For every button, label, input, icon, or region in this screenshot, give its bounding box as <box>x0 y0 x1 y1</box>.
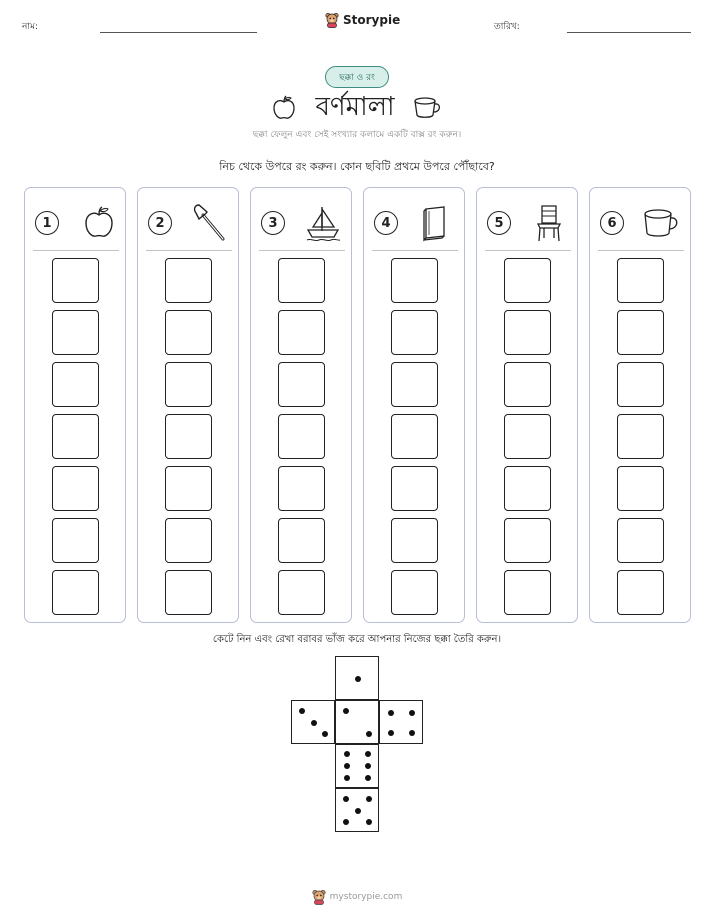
color-box-7[interactable] <box>617 570 664 615</box>
color-box-5[interactable] <box>504 466 551 511</box>
column-divider <box>146 250 232 251</box>
column-number: 5 <box>487 211 511 235</box>
color-box-4[interactable] <box>165 414 212 459</box>
pip <box>343 819 349 825</box>
column-header <box>148 202 230 244</box>
bear-logo-icon <box>312 889 326 905</box>
face-left <box>291 700 335 744</box>
column-6 <box>589 187 691 623</box>
date-label: তারিখ: <box>494 22 520 32</box>
pip <box>322 731 328 737</box>
instruction: নিচ থেকে উপরে রং করুন। কোন ছবিটি প্রথমে উপরে পৌঁছাবে? <box>219 160 495 173</box>
apple-icon <box>81 205 117 241</box>
column-number: 2 <box>148 211 172 235</box>
title-row <box>0 86 714 130</box>
pip <box>355 808 361 814</box>
bear-logo-icon <box>325 12 339 28</box>
pip <box>366 731 372 737</box>
apple-icon <box>271 95 297 121</box>
color-box-2[interactable] <box>504 310 551 355</box>
color-box-5[interactable] <box>52 466 99 511</box>
color-box-3[interactable] <box>165 362 212 407</box>
color-box-3[interactable] <box>52 362 99 407</box>
pip <box>388 730 394 736</box>
color-box-6[interactable] <box>165 518 212 563</box>
pip <box>366 819 372 825</box>
color-box-7[interactable] <box>391 570 438 615</box>
column-4 <box>363 187 465 623</box>
color-box-1[interactable] <box>165 258 212 303</box>
face-top <box>335 656 379 700</box>
face-bottom <box>335 788 379 832</box>
footer-site[interactable]: mystorypie.com <box>329 892 403 902</box>
color-box-3[interactable] <box>617 362 664 407</box>
color-box-3[interactable] <box>504 362 551 407</box>
color-box-1[interactable] <box>617 258 664 303</box>
color-box-3[interactable] <box>278 362 325 407</box>
column-3 <box>250 187 352 623</box>
color-box-6[interactable] <box>617 518 664 563</box>
column-header <box>487 202 569 244</box>
color-box-2[interactable] <box>52 310 99 355</box>
color-box-6[interactable] <box>52 518 99 563</box>
name-line <box>100 32 257 33</box>
color-box-4[interactable] <box>504 414 551 459</box>
column-divider <box>598 250 684 251</box>
column-header <box>35 202 117 244</box>
color-box-7[interactable] <box>52 570 99 615</box>
pip <box>344 763 350 769</box>
pip <box>343 796 349 802</box>
name-label: নাম: <box>22 22 39 32</box>
color-box-4[interactable] <box>391 414 438 459</box>
pip <box>365 751 371 757</box>
color-box-5[interactable] <box>278 466 325 511</box>
column-divider <box>33 250 119 251</box>
color-box-1[interactable] <box>391 258 438 303</box>
column-number: 3 <box>261 211 285 235</box>
color-box-5[interactable] <box>391 466 438 511</box>
column-2 <box>137 187 239 623</box>
pip <box>299 708 305 714</box>
column-divider <box>259 250 345 251</box>
column-1 <box>24 187 126 623</box>
page-title: বর্ণমালা <box>315 92 395 122</box>
pip <box>343 708 349 714</box>
pip <box>365 775 371 781</box>
race-columns <box>24 187 692 623</box>
face-center <box>335 700 379 744</box>
column-5 <box>476 187 578 623</box>
book-icon <box>416 203 456 243</box>
pip <box>311 720 317 726</box>
column-header <box>261 202 343 244</box>
chair-icon <box>529 203 569 243</box>
color-box-1[interactable] <box>52 258 99 303</box>
face-right <box>379 700 423 744</box>
pip <box>409 710 415 716</box>
footer <box>0 889 714 905</box>
color-box-1[interactable] <box>278 258 325 303</box>
column-divider <box>485 250 571 251</box>
color-box-2[interactable] <box>391 310 438 355</box>
date-line <box>567 32 691 33</box>
cup-icon <box>642 205 682 241</box>
color-box-4[interactable] <box>617 414 664 459</box>
color-box-4[interactable] <box>278 414 325 459</box>
boat-icon <box>303 203 343 243</box>
pip <box>355 676 361 682</box>
axe-icon <box>190 203 230 243</box>
brand-logo <box>325 12 400 28</box>
color-box-7[interactable] <box>165 570 212 615</box>
color-box-2[interactable] <box>165 310 212 355</box>
column-header <box>600 202 682 244</box>
pip <box>344 775 350 781</box>
color-box-5[interactable] <box>617 466 664 511</box>
cut-instruction: কেটে নিন এবং রেখা বরাবর ভাঁজ করে আপনার নিজের ছক্কা তৈরি করুন। <box>212 634 502 645</box>
color-box-7[interactable] <box>278 570 325 615</box>
column-number: 1 <box>35 211 59 235</box>
column-number: 4 <box>374 211 398 235</box>
color-box-4[interactable] <box>52 414 99 459</box>
brand-name: Storypie <box>343 13 401 27</box>
pip <box>366 796 372 802</box>
color-box-6[interactable] <box>504 518 551 563</box>
color-box-2[interactable] <box>278 310 325 355</box>
pip <box>365 763 371 769</box>
pip <box>388 710 394 716</box>
pip <box>344 751 350 757</box>
color-box-1[interactable] <box>504 258 551 303</box>
column-divider <box>372 250 458 251</box>
color-box-6[interactable] <box>278 518 325 563</box>
subtitle: ছক্কা ফেলুন এবং সেই সংখ্যার কলামে একটি বাক্স রং করুন। <box>252 130 462 140</box>
color-box-5[interactable] <box>165 466 212 511</box>
column-number: 6 <box>600 211 624 235</box>
pip <box>409 730 415 736</box>
cup-icon <box>413 95 443 121</box>
column-header <box>374 202 456 244</box>
color-box-3[interactable] <box>391 362 438 407</box>
topic-badge: ছক্কা ও রং <box>325 66 389 88</box>
color-box-2[interactable] <box>617 310 664 355</box>
color-box-7[interactable] <box>504 570 551 615</box>
face-below <box>335 744 379 788</box>
color-box-6[interactable] <box>391 518 438 563</box>
